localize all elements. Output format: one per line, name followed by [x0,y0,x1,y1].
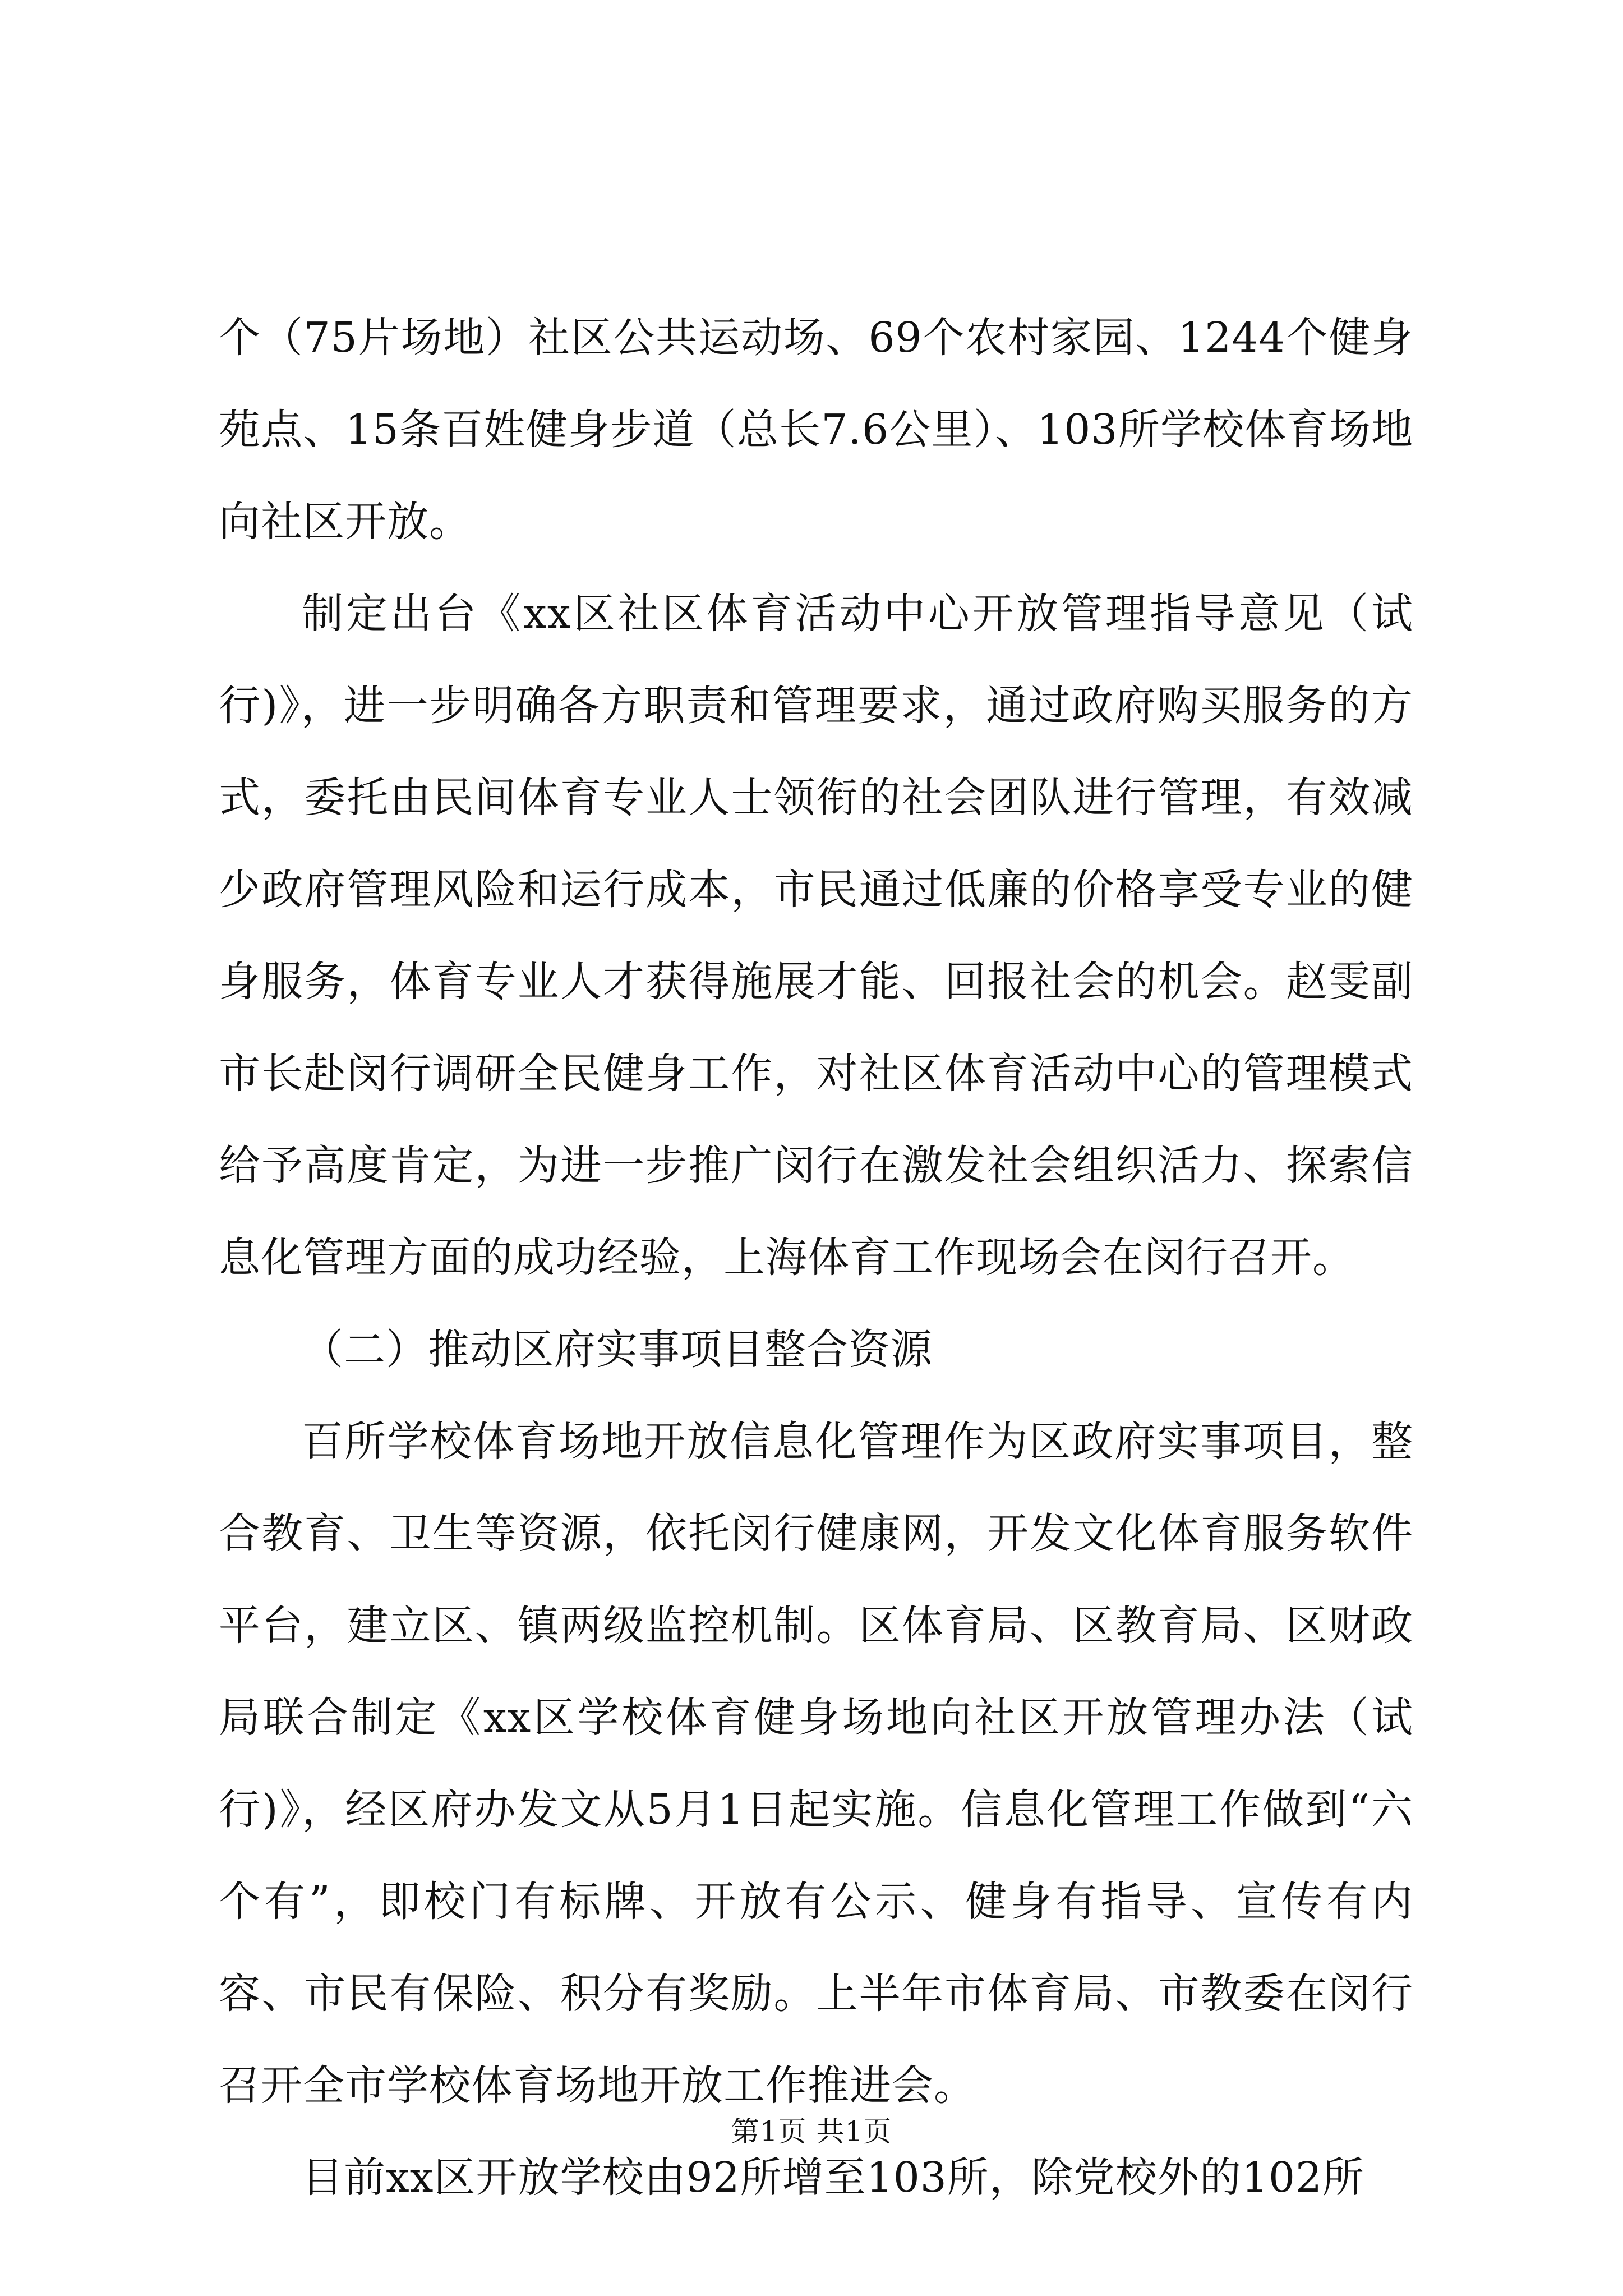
section-heading: （二）推动区府实事项目整合资源 [302,1326,933,1374]
paragraph-guidance-opinion: 制定出台《xx区社区体育活动中心开放管理指导意见（试行)》，进一步明确各方职责和管理要求，通过政府购买服务的方式，委托由民间体育专业人士领衔的社会团队进行管理，有效减少政府管理风险和运行成本，市民通过低廉的价格享受专业的健身服务，体育专业人才获得施展才能、回报社会的机会。赵雯副市长赴闵行调研全民健身工作，对社区体育活动中心的管理模式给予高度肯定，为进一步推广闵行在激发社会组织活力、探索信息化管理方面的成功经验，上海体育工作现场会在闵行召开。 [219,590,1413,1282]
paragraph-open-schools: 目前xx区开放学校由92所增至103所，除党校外的102所 [302,2154,1365,2202]
document-body [219,292,1413,2224]
paragraph-school-informatization: 百所学校体育场地开放信息化管理作为区政府实事项目，整合教育、卫生等资源，依托闵行健康网，开发文化体育服务软件平台，建立区、镇两级监控机制。区体育局、区教育局、区财政局联合制定《xx区学校体育健身场地向社区开放管理办法（试行)》，经区府办发文从5月1日起实施。信息化管理工作做到“六个有”，即校门有标牌、开放有公示、健身有指导、宣传有内容、市民有保险、积分有奖励。上半年市体育局、市教委在闵行召开全市学校体育场地开放工作推进会。 [219,1418,1413,2110]
page-footer: 第1页 共1页 [731,2115,892,2148]
paragraph-facilities-list: 个（75片场地）社区公共运动场、69个农村家园、1244个健身苑点、15条百姓健身步道（总长7.6公里）、103所学校体育场地向社区开放。 [219,314,1413,546]
